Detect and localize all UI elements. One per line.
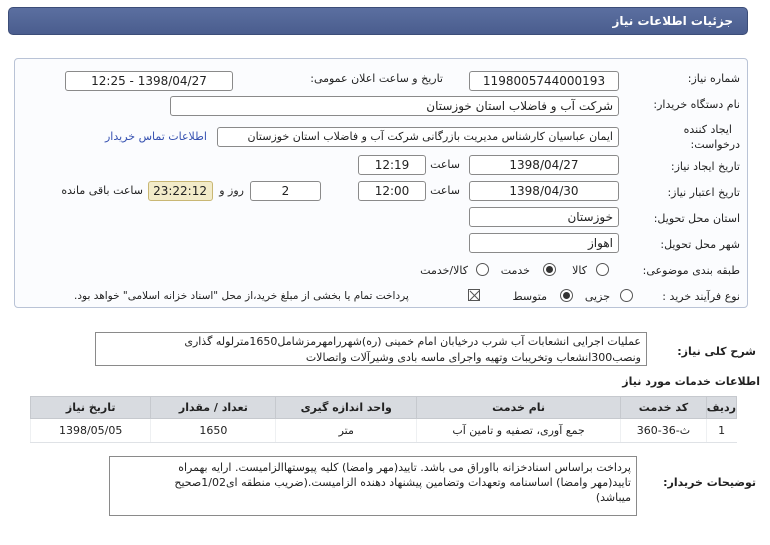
province-label: استان محل تحویل: — [653, 212, 740, 225]
announce-datetime-field: 1398/04/27 - 12:25 — [65, 71, 233, 91]
col-name-header: نام خدمت — [417, 397, 621, 419]
category-label: طبقه بندی موضوعی: — [642, 264, 740, 277]
create-time-label: ساعت — [430, 158, 460, 171]
col-code-header: کد خدمت — [621, 397, 707, 419]
need-number-label: شماره نیاز: — [687, 72, 740, 85]
process-medium-label: متوسط — [512, 290, 547, 303]
notes-line-1: پرداخت براساس اسنادخزانه بااوراق می باشد. تایید(مهر وامضا) کلیه پیوستهاالزامیست. ارایه بهمراه — [178, 461, 631, 474]
category-goods-label: کالا — [572, 264, 587, 277]
services-section-title: اطلاعات خدمات مورد نیاز — [622, 375, 760, 388]
need-number-field: 1198005744000193 — [469, 71, 619, 91]
valid-date-label: تاریخ اعتبار نیاز: — [667, 186, 740, 199]
description-box — [95, 332, 647, 366]
buyer-org-label: نام دستگاه خریدار: — [653, 98, 740, 111]
cell-qty: 1650 — [151, 419, 276, 443]
category-goods-radio[interactable] — [596, 263, 609, 276]
category-service-radio[interactable] — [543, 263, 556, 276]
remaining-label: ساعت باقی مانده — [61, 184, 143, 197]
buyer-org-field: شرکت آب و فاضلاب استان خوزستان — [170, 96, 619, 116]
province-field: خوزستان — [469, 207, 619, 227]
create-time-field: 12:19 — [358, 155, 426, 175]
cell-unit: متر — [276, 419, 417, 443]
process-minor-label: جزیی — [584, 290, 610, 303]
create-date-field: 1398/04/27 — [469, 155, 619, 175]
city-label: شهر محل تحویل: — [660, 238, 740, 251]
services-header-row — [31, 397, 737, 419]
valid-time-field: 12:00 — [358, 181, 426, 201]
cell-row: 1 — [706, 419, 736, 443]
category-goods-service-label: کالا/خدمت — [420, 264, 468, 277]
process-minor-radio[interactable] — [620, 289, 633, 302]
category-service-label: خدمت — [500, 264, 530, 277]
description-line-1: عملیات اجرایی انشعابات آب شرب درخیابان امام خمینی (ره)شهررامهرمزشامل1650مترلوله گذاری — [184, 335, 641, 348]
cell-code: ث-36-360 — [621, 419, 707, 443]
treasury-text: پرداخت تمام یا بخشی از مبلغ خرید،از محل "اسناد خزانه اسلامی" خواهد بود. — [74, 290, 409, 302]
buyer-notes-box — [109, 456, 637, 516]
col-unit-header: واحد اندازه گیری — [276, 397, 417, 419]
notes-label: توضیحات خریدار: — [663, 476, 756, 489]
valid-time-label: ساعت — [430, 184, 460, 197]
page-title: جزئیات اطلاعات نیاز — [612, 14, 733, 28]
notes-line-3: میباشد) — [595, 491, 631, 504]
buyer-contact-link[interactable]: اطلاعات تماس خریدار — [105, 130, 207, 143]
create-date-label: تاریخ ایجاد نیاز: — [670, 160, 740, 173]
creator-label-line2: درخواست: — [690, 138, 740, 151]
valid-date-field: 1398/04/30 — [469, 181, 619, 201]
description-line-2: ونصب300انشعاب وتخریبات وتهیه واجرای ماسه بادی وشیرآلات واتصالات — [305, 351, 641, 364]
col-date-header: تاریخ نیاز — [31, 397, 151, 419]
page-header — [8, 7, 748, 35]
remaining-days-field: 2 — [250, 181, 321, 201]
process-label: نوع فرآیند خرید : — [662, 290, 740, 303]
announce-label: تاریخ و ساعت اعلان عمومی: — [310, 72, 443, 85]
services-table — [30, 396, 737, 443]
creator-label-line1: ایجاد کننده — [683, 123, 732, 136]
col-qty-header: تعداد / مقدار — [151, 397, 276, 419]
col-row-header: ردیف — [706, 397, 736, 419]
remaining-time-field: 23:22:12 — [148, 181, 213, 201]
cell-name: جمع آوری، تصفیه و تامین آب — [417, 419, 621, 443]
category-goods-service-radio[interactable] — [476, 263, 489, 276]
cell-date: 1398/05/05 — [31, 419, 151, 443]
treasury-checkbox[interactable] — [468, 289, 480, 301]
notes-line-2: تایید(مهر وامضا) اساسنامه وتعهدات وتضامین پیشنهاد دهنده الزامیست.(ضریب منطقه ای1/02صحیح — [174, 476, 631, 489]
creator-field: ایمان عباسیان کارشناس مدیریت بازرگانی شرکت آب و فاضلاب استان خوزستان — [217, 127, 619, 147]
description-label: شرح کلی نیاز: — [677, 345, 756, 358]
table-row — [31, 419, 737, 443]
city-field: اهواز — [469, 233, 619, 253]
days-label: روز و — [219, 184, 244, 197]
process-medium-radio[interactable] — [560, 289, 573, 302]
